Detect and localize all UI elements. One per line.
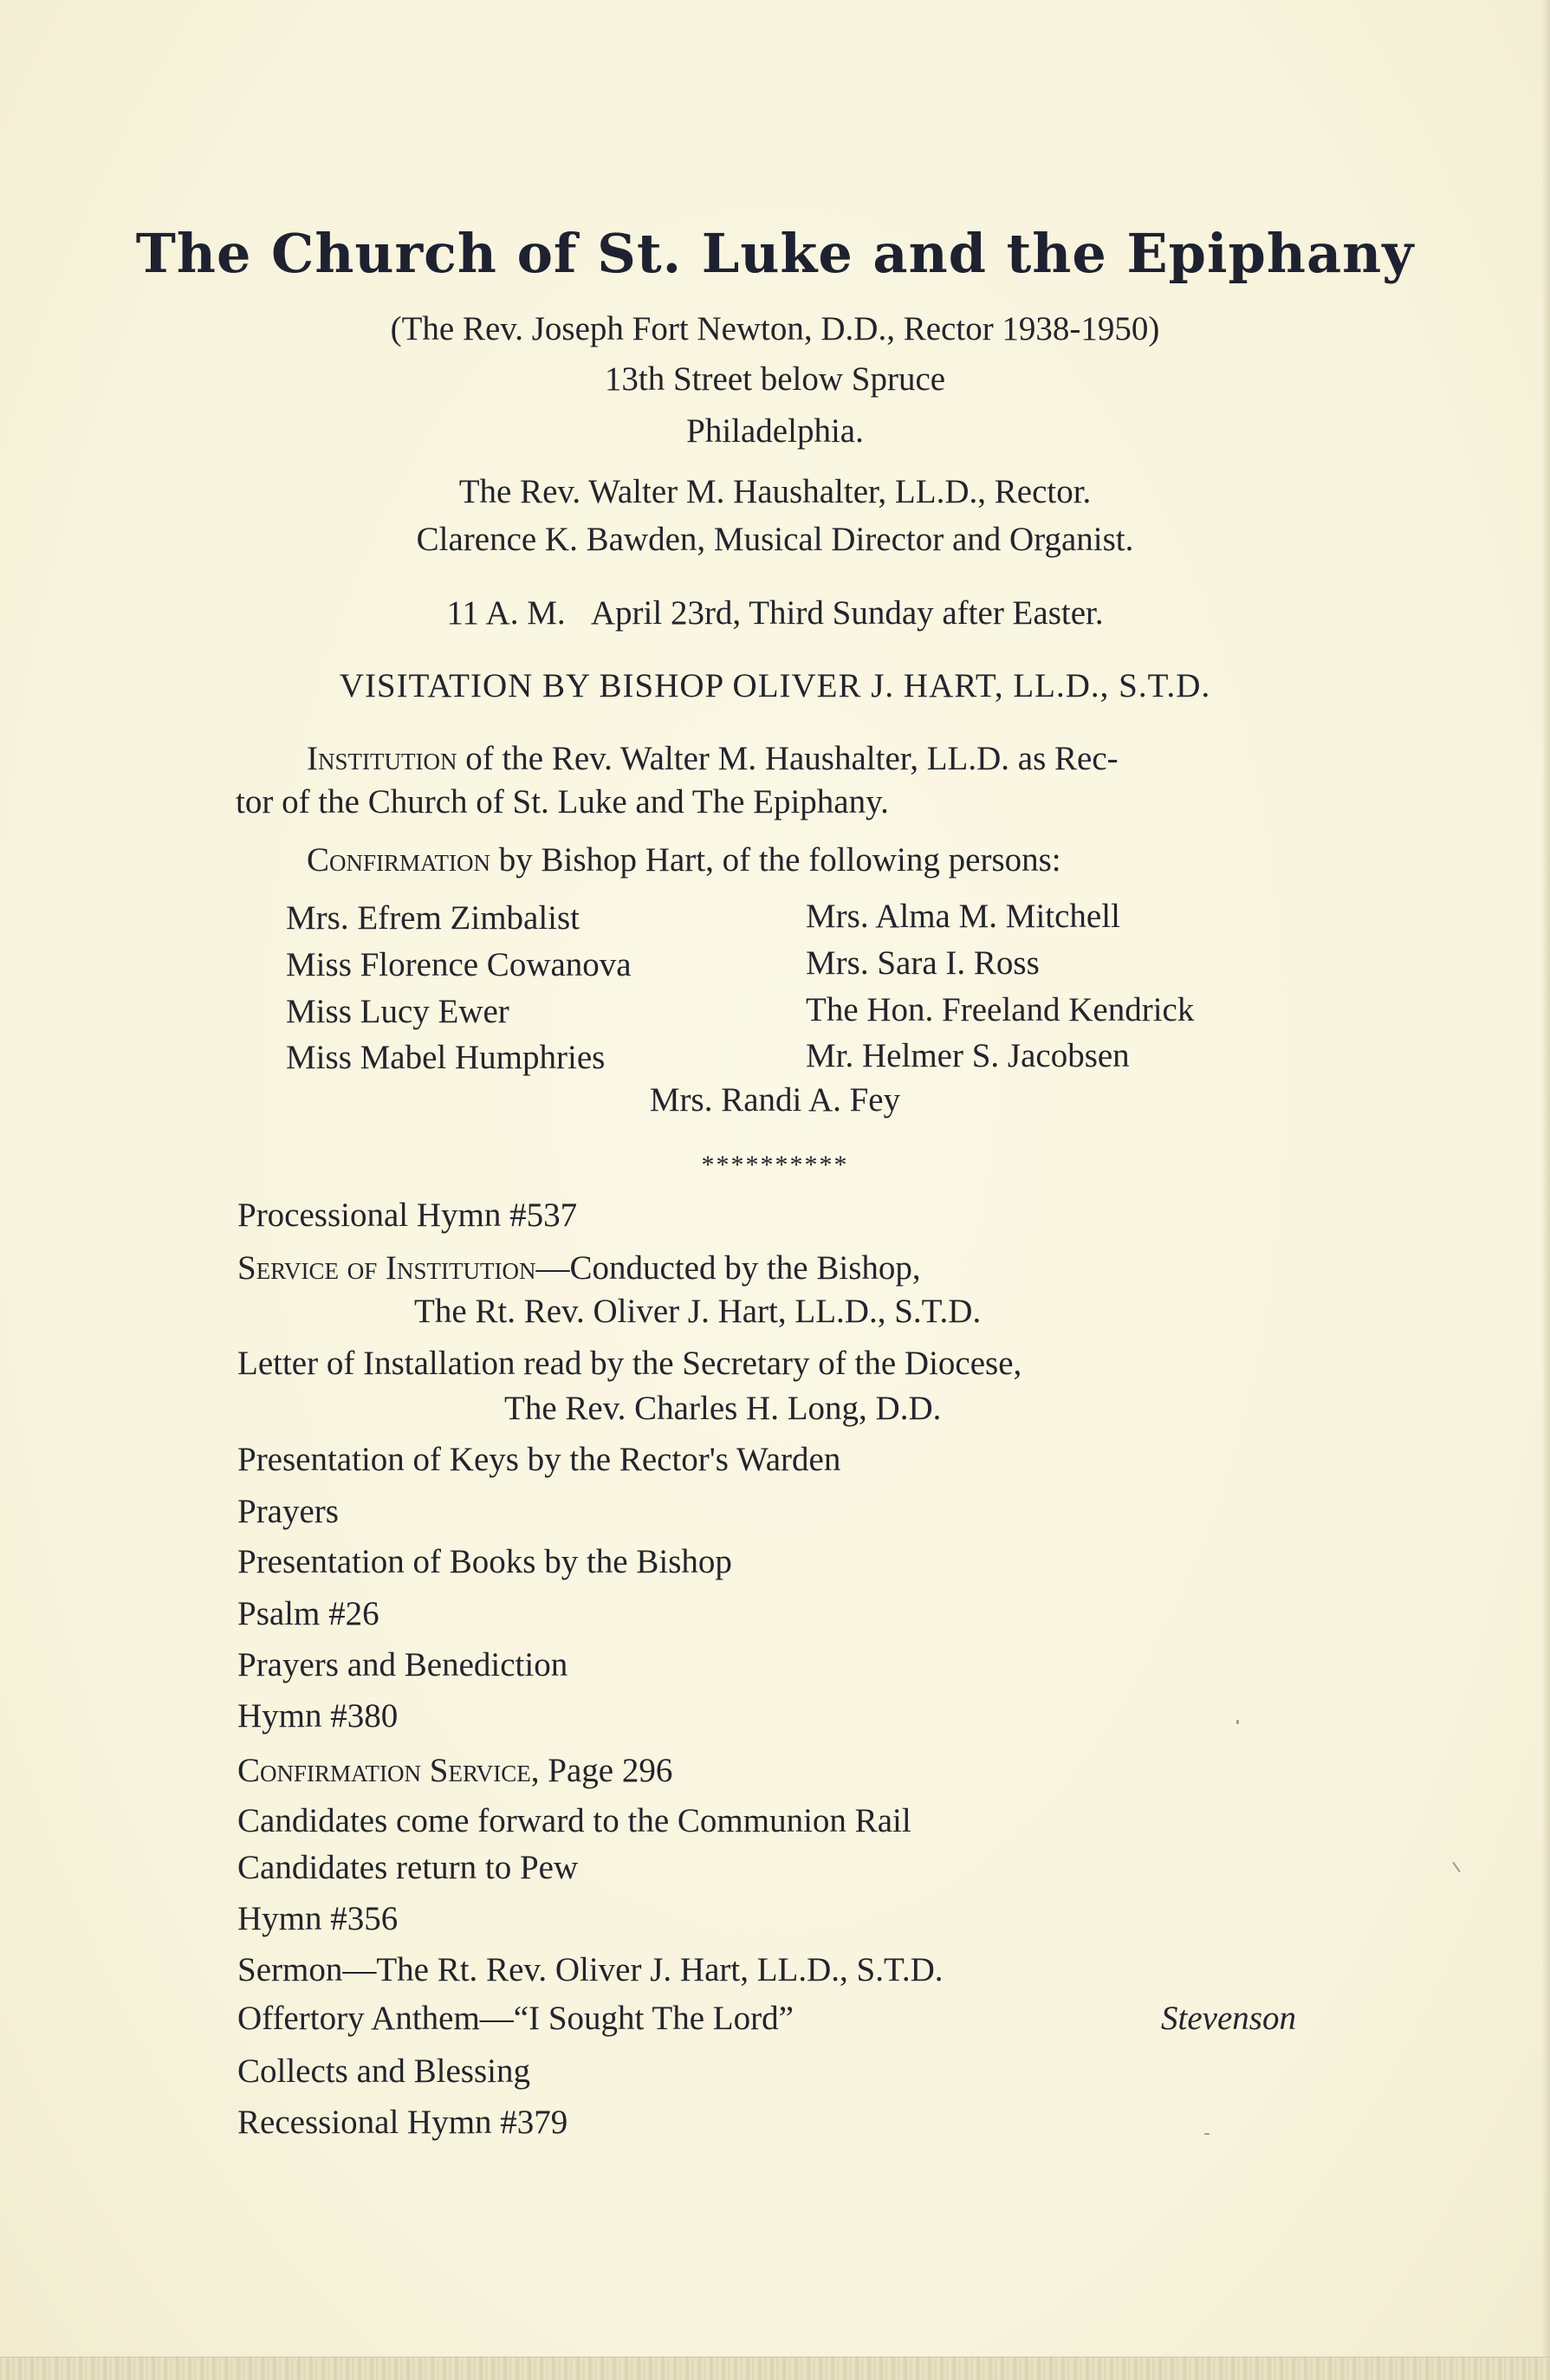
confirmand-name-final: Mrs. Randi A. Fey: [649, 1081, 901, 1119]
paper-edge-right: [1541, 0, 1550, 2380]
rector-history: (The Rev. Joseph Fort Newton, D.D., Rector 1938-1950): [390, 310, 1160, 347]
letter-reader: The Rev. Charles H. Long, D.D.: [504, 1390, 942, 1427]
church-city: Philadelphia.: [686, 412, 864, 450]
confirmand-name: Miss Mabel Humphries: [286, 1039, 606, 1076]
processional-hymn: Processional Hymn #537: [237, 1196, 578, 1234]
confirmation-intro: [307, 843, 1061, 877]
recessional-hymn: Recessional Hymn #379: [237, 2104, 568, 2141]
confirmation-label: Confirmation: [307, 841, 491, 879]
confirmand-name: Miss Lucy Ewer: [286, 993, 509, 1030]
rector-line: The Rev. Walter M. Haushalter, LL.D., Rector.: [458, 473, 1092, 510]
church-title: The Church of St. Luke and the Epiphany: [135, 222, 1415, 285]
sermon: Sermon—The Rt. Rev. Oliver J. Hart, LL.D., S.T.D.: [237, 1951, 944, 1988]
service-date: April 23rd, Third Sunday after Easter.: [590, 594, 1104, 632]
service-time-line: [0, 596, 1550, 630]
music-director-line: Clarence K. Bawden, Musical Director and Organist.: [416, 521, 1134, 558]
institution-text: of the Rev. Walter M. Haushalter, LL.D. as Rec-: [465, 740, 1119, 777]
institution-officiant: The Rt. Rev. Oliver J. Hart, LL.D., S.T.D.: [414, 1293, 982, 1330]
confirmand-name: The Hon. Freeland Kendrick: [806, 991, 1195, 1028]
offertory-anthem: Offertory Anthem—“I Sought The Lord”: [237, 2000, 794, 2037]
confirmation-text: by Bishop Hart, of the following persons:: [498, 841, 1061, 879]
confirmand-name: Mrs. Efrem Zimbalist: [286, 899, 580, 937]
institution-label: Institution: [307, 740, 457, 777]
institution-line-2: tor of the Church of St. Luke and The Epiphany.: [236, 783, 889, 820]
confirmand-name: Mrs. Sara I. Ross: [806, 944, 1040, 982]
psalm: Psalm #26: [237, 1595, 379, 1632]
section-divider: **********: [701, 1151, 849, 1179]
confirmation-service-page: Page 296: [548, 1752, 673, 1789]
hymn-380: Hymn #380: [237, 1697, 399, 1735]
collects-and-blessing: Collects and Blessing: [237, 2053, 530, 2090]
confirmand-name: Mrs. Alma M. Mitchell: [806, 898, 1120, 935]
hymn-356: Hymn #356: [237, 1900, 399, 1937]
service-time: 11 A. M.: [446, 594, 566, 632]
institution-line-1: [307, 742, 1119, 775]
paper-speck: [1452, 1862, 1461, 1873]
candidates-return: Candidates return to Pew: [237, 1849, 579, 1886]
paper-speck: [1204, 2133, 1210, 2135]
prayers: Prayers: [237, 1493, 339, 1530]
presentation-of-books: Presentation of Books by the Bishop: [237, 1543, 732, 1580]
service-of-institution: [237, 1251, 921, 1285]
offertory-composer: Stevenson: [1161, 2000, 1296, 2037]
paper-edge-bottom: [0, 2357, 1550, 2380]
paper-speck: [1236, 1720, 1239, 1724]
church-address: 13th Street below Spruce: [604, 360, 946, 398]
presentation-of-keys: Presentation of Keys by the Rector's Warden: [237, 1441, 841, 1478]
confirmation-service: [237, 1754, 672, 1787]
service-of-institution-label: Service of Institution: [237, 1249, 536, 1287]
letter-of-installation: Letter of Installation read by the Secretary of the Diocese,: [237, 1345, 1022, 1382]
confirmation-service-label: Confirmation Service,: [237, 1752, 540, 1789]
candidates-forward: Candidates come forward to the Communion Rail: [237, 1802, 911, 1839]
prayers-and-benediction: Prayers and Benediction: [237, 1646, 568, 1683]
service-of-institution-text: —Conducted by the Bishop,: [535, 1249, 921, 1287]
confirmand-name: Miss Florence Cowanova: [286, 946, 632, 983]
confirmand-name: Mr. Helmer S. Jacobsen: [806, 1037, 1130, 1074]
visitation-heading: VISITATION BY BISHOP OLIVER J. HART, LL.D., S.T.D.: [339, 667, 1211, 704]
